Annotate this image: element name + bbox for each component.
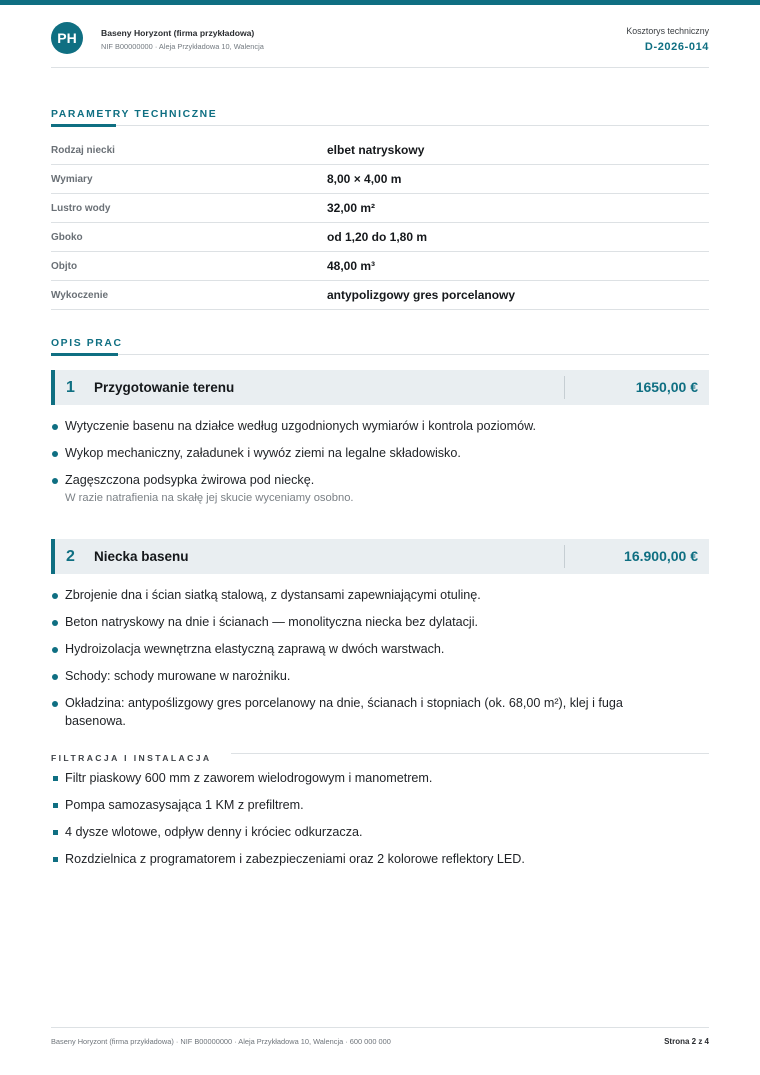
list-item (51, 444, 709, 462)
subtitle-rule (231, 753, 709, 754)
filtration-list (51, 769, 709, 868)
top-accent-bar (0, 0, 760, 5)
list-item-text: Schody: schody murowane w narożniku. (65, 669, 291, 683)
list-item-text: Hydroizolacja wewnętrzna elastyczną zaprawą w dwóch warstwach. (65, 642, 445, 656)
param-label: Wykoczenie (51, 290, 109, 301)
work-item-divider (564, 545, 565, 568)
param-label: Lustro wody (51, 203, 111, 214)
list-item-text: Zbrojenie dna i ścian siatką stalową, z dystansami zapewniającymi otulinę. (65, 588, 481, 602)
list-item-text: Pompa samozasysająca 1 KM z prefiltrem. (65, 798, 304, 812)
bullet-icon (52, 701, 58, 707)
params-table (51, 136, 709, 310)
params-section-title (51, 109, 709, 126)
list-item (51, 586, 709, 604)
square-bullet-icon (53, 857, 58, 862)
param-value: od 1,20 do 1,80 m (327, 230, 428, 244)
section-title-accent (51, 353, 118, 356)
bullet-icon (52, 424, 58, 430)
list-item (51, 796, 709, 814)
work-item-number: 2 (66, 548, 75, 565)
param-value: 32,00 m² (327, 201, 376, 215)
filtration-subtitle (51, 748, 709, 763)
section-title-accent (51, 124, 116, 127)
list-item-text: Zagęszczona podsypka żwirowa pod nieckę. (65, 473, 315, 487)
list-item (51, 769, 709, 787)
bullet-icon (52, 593, 58, 599)
param-label: Wymiary (51, 174, 93, 185)
param-label: Objto (51, 261, 78, 272)
param-row (51, 165, 709, 194)
document-number: D-2026-014 (644, 41, 709, 53)
work-item-header (51, 539, 709, 574)
work-item-number: 1 (66, 379, 75, 396)
list-item-text: Wykop mechaniczny, załadunek i wywóz ziemi na legalne składowisko. (65, 446, 461, 460)
list-item-text: Filtr piaskowy 600 mm z zaworem wielodrogowym i manometrem. (65, 771, 433, 785)
document-header (51, 22, 709, 68)
work-item-accent-bar (51, 370, 55, 405)
list-item-text: Rozdzielnica z programatorem i zabezpieczeniami oraz 2 kolorowe reflektory LED. (65, 852, 525, 866)
bullet-icon (52, 620, 58, 626)
list-item-text: Wytyczenie basenu na działce według uzgodnionych wymiarów i kontrola poziomów. (65, 419, 536, 433)
list-item (51, 850, 709, 868)
company-details: NIF B00000000 · Aleja Przykładowa 10, Walencja (101, 42, 264, 51)
param-value: antypolizgowy gres porcelanowy (327, 288, 516, 302)
company-logo: PH (51, 22, 83, 54)
work-item-note: W razie natrafienia na skałę jej skucie wyceniamy osobno. (65, 492, 354, 504)
param-row (51, 136, 709, 165)
param-value: elbet natryskowy (327, 143, 425, 157)
works-section-title-text: OPIS PRAC (51, 338, 123, 349)
list-item-text: Beton natryskowy na dnie i ścianach — monolityczna niecka bez dylatacji. (65, 615, 479, 629)
list-item (51, 471, 709, 507)
work-item-header (51, 370, 709, 405)
square-bullet-icon (53, 803, 58, 808)
work-item-list (51, 417, 709, 507)
footer-company-info: Baseny Horyzont (firma przykładowa) · NIF B00000000 · Aleja Przykładowa 10, Walencja · 600 000 000 (51, 1037, 391, 1046)
param-row (51, 252, 709, 281)
bullet-icon (52, 451, 58, 457)
param-label: Gboko (51, 232, 83, 243)
param-row (51, 281, 709, 310)
page-number: Strona 2 z 4 (664, 1037, 709, 1046)
list-item (51, 417, 709, 435)
work-item-list (51, 586, 709, 730)
bullet-icon (52, 674, 58, 680)
list-item-text: Okładzina: antypoślizgowy gres porcelanowy na dnie, ścianach i stopniach (ok. 68,00 m²), klej i fuga basenowa. (65, 696, 623, 728)
list-item (51, 823, 709, 841)
params-section-title-text: PARAMETRY TECHNICZNE (51, 109, 218, 120)
work-item-price: 16.900,00 € (624, 548, 698, 564)
company-name: Baseny Horyzont (firma przykładowa) (101, 28, 255, 38)
list-item (51, 694, 709, 730)
square-bullet-icon (53, 830, 58, 835)
filtration-subtitle-text: FILTRACJA I INSTALACJA (51, 753, 222, 763)
list-item (51, 640, 709, 658)
works-section-title (51, 338, 709, 355)
param-label: Rodzaj niecki (51, 145, 115, 156)
param-value: 48,00 m³ (327, 259, 376, 273)
work-item-title: Niecka basenu (94, 549, 189, 564)
list-item-text: 4 dysze wlotowe, odpływ denny i króciec odkurzacza. (65, 825, 363, 839)
param-row (51, 194, 709, 223)
param-row (51, 223, 709, 252)
list-item (51, 613, 709, 631)
bullet-icon (52, 478, 58, 484)
work-item-divider (564, 376, 565, 399)
document-type: Kosztorys techniczny (626, 26, 709, 36)
work-item-accent-bar (51, 539, 55, 574)
page-footer (51, 1027, 709, 1046)
work-item-price: 1650,00 € (635, 379, 698, 395)
list-item (51, 667, 709, 685)
bullet-icon (52, 647, 58, 653)
square-bullet-icon (53, 776, 58, 781)
param-value: 8,00 × 4,00 m (327, 172, 402, 186)
work-item-title: Przygotowanie terenu (94, 380, 235, 395)
